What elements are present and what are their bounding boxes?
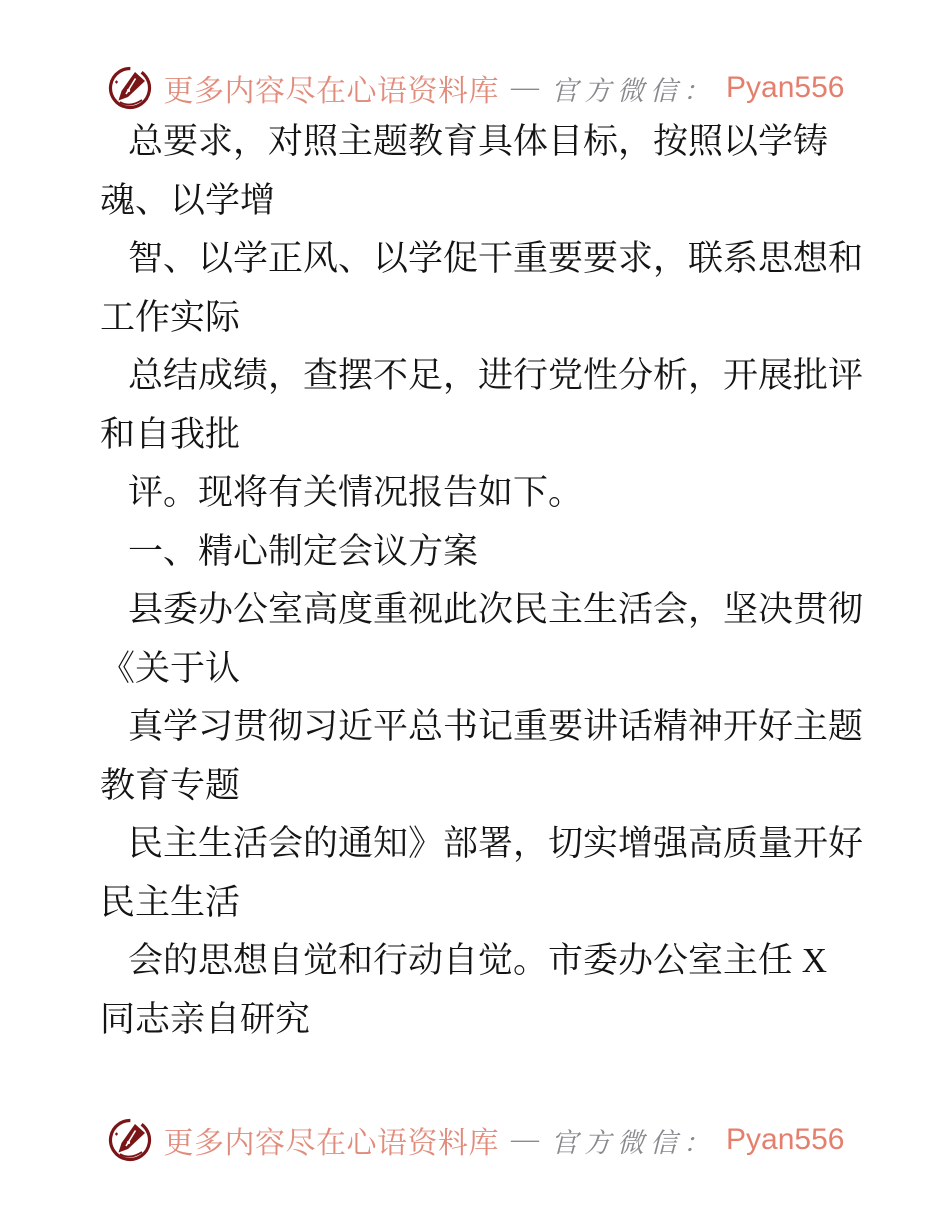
document-body xyxy=(100,113,870,1049)
watermark-dash: — xyxy=(511,72,540,103)
text-line: 民主生活 xyxy=(100,882,241,922)
watermark-account: Pyan556 xyxy=(726,71,845,104)
text-line: 会的思想自觉和行动自觉。市委办公室主任 X xyxy=(128,941,828,980)
watermark-brand-text: 更多内容尽在心语资料库 xyxy=(163,1127,500,1160)
pen-nib-logo-icon xyxy=(106,1116,154,1164)
watermark-header xyxy=(0,62,950,114)
text-line: 同志亲自研究 xyxy=(100,999,311,1039)
text-line: 总结成绩，查摆不足，进行党性分析，开展批评 xyxy=(128,356,864,395)
watermark-dash: — xyxy=(511,1124,540,1155)
watermark-footer xyxy=(0,1114,950,1166)
text-line: 真学习贯彻习近平总书记重要讲话精神开好主题 xyxy=(128,707,864,746)
text-line: 县委办公室高度重视此次民主生活会，坚决贯彻 xyxy=(128,590,864,629)
text-line: 教育专题 xyxy=(100,765,241,805)
text-line: 智、以学正风、以学促干重要要求，联系思想和 xyxy=(128,239,864,278)
text-line: 魂、以学增 xyxy=(100,180,276,220)
watermark-brand-text: 更多内容尽在心语资料库 xyxy=(163,75,500,108)
pen-nib-logo-icon xyxy=(106,64,154,112)
watermark-wechat-label: 官方微信： xyxy=(551,1127,717,1159)
text-line: 评。现将有关情况报告如下。 xyxy=(128,473,584,512)
watermark-account: Pyan556 xyxy=(726,1123,845,1156)
text-line: 民主生活会的通知》部署，切实增强高质量开好 xyxy=(128,824,864,863)
text-line: 和自我批 xyxy=(100,414,241,454)
text-line: 总要求，对照主题教育具体目标，按照以学铸 xyxy=(128,122,829,161)
watermark-wechat-label: 官方微信： xyxy=(551,75,717,107)
text-line: 一、精心制定会议方案 xyxy=(128,531,479,571)
text-line: 工作实际 xyxy=(100,297,241,337)
text-line: 《关于认 xyxy=(100,648,241,688)
